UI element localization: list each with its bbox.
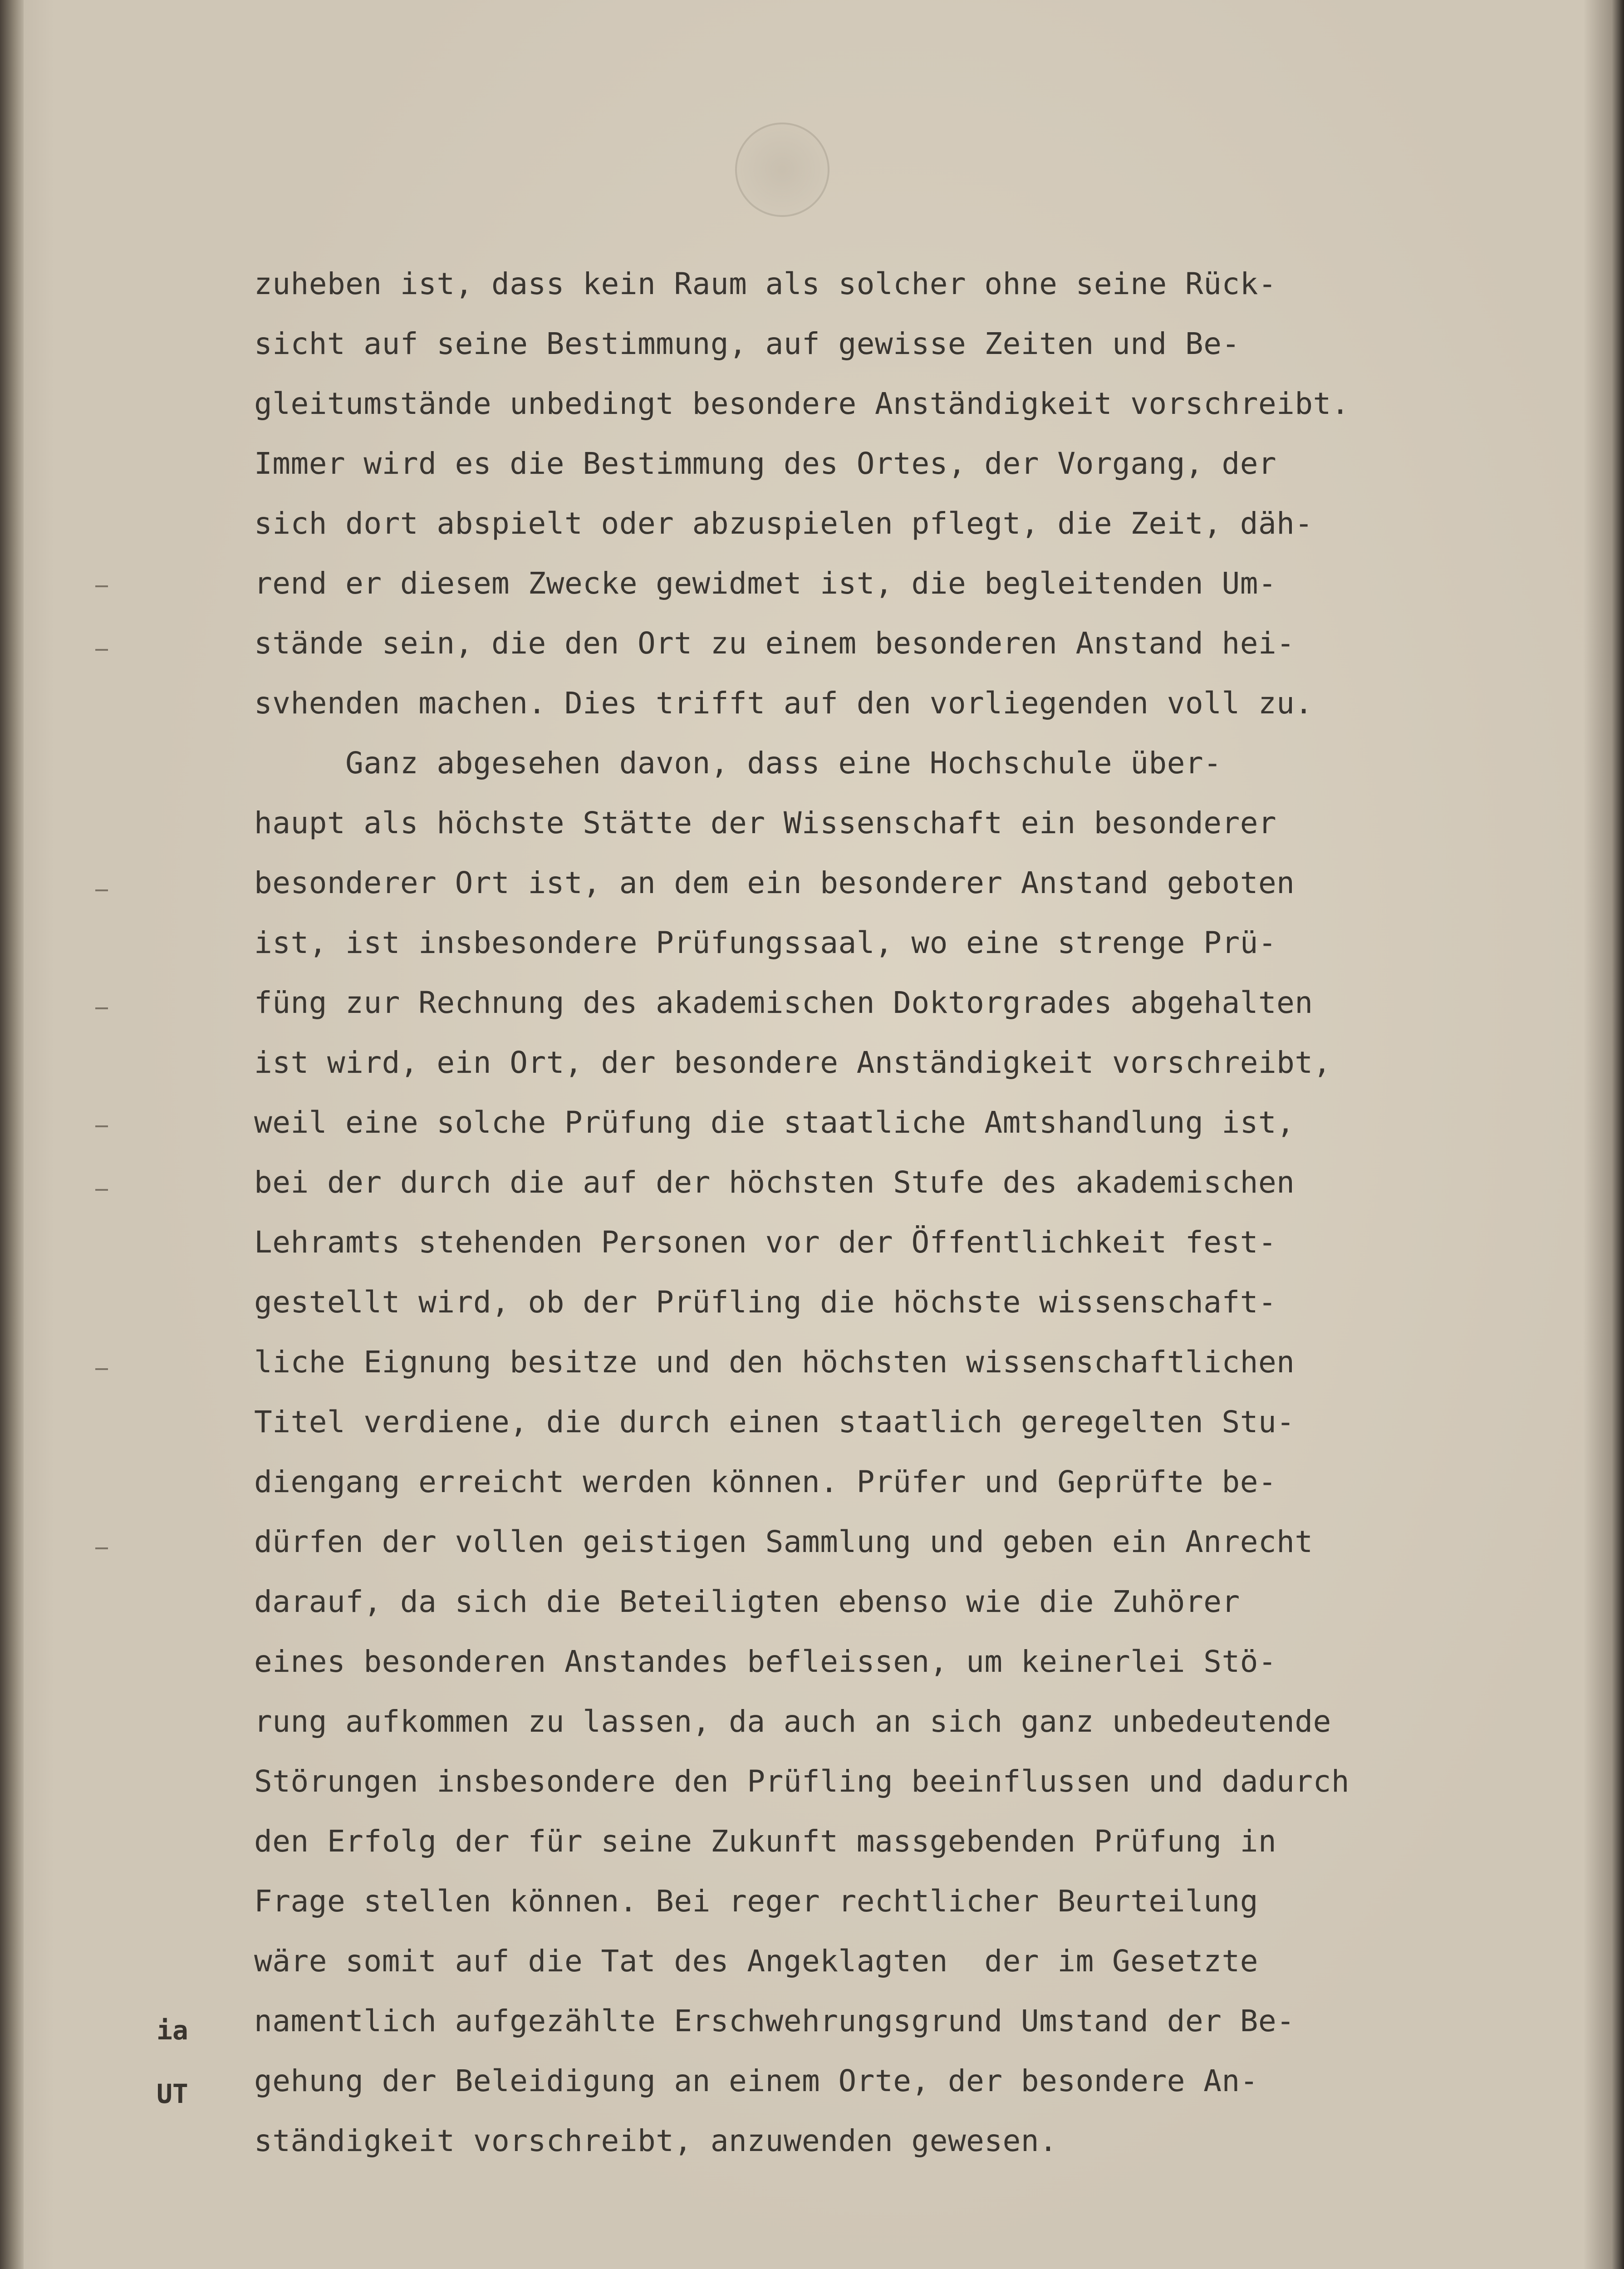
left-margin-marks [68,0,188,2269]
text-line: füng zur Rechnung des akademischen Doktorgrades abgehalten [254,985,1313,1020]
margin-tick [95,889,108,891]
text-line: darauf, da sich die Beteiligten ebenso wie die Zuhörer [254,1584,1240,1619]
text-line: eines besonderen Anstandes befleissen, um keinerlei Stö- [254,1644,1277,1679]
text-line: wäre somit auf die Tat des Angeklagten der im Gesetzte [254,1944,1258,1979]
text-line: besonderer Ort ist, an dem ein besonderer Anstand geboten [254,865,1295,900]
text-line: gestellt wird, ob der Prüfling die höchste wissenschaft- [254,1285,1277,1320]
text-line: sich dort abspielt oder abzuspielen pflegt, die Zeit, däh- [254,506,1313,541]
text-line: svhenden machen. Dies trifft auf den vorliegenden voll zu. [254,686,1313,721]
text-line: Lehramts stehenden Personen vor der Öffentlichkeit fest- [254,1225,1277,1260]
binding-spine [0,0,24,2269]
text-line: Störungen insbesondere den Prüfling beeinflussen und dadurch [254,1764,1350,1799]
text-line: diengang erreicht werden können. Prüfer und Geprüfte be- [254,1464,1277,1499]
text-line: haupt als höchste Stätte der Wissenschaft ein besonderer [254,805,1277,840]
text-line: zuheben ist, dass kein Raum als solcher ohne seine Rück- [254,266,1277,301]
margin-tick [95,1189,108,1191]
page-edge-shadow [1583,0,1624,2269]
margin-tick [95,1368,108,1370]
text-line: Frage stellen können. Bei reger rechtlicher Beurteilung [254,1884,1258,1919]
text-line: weil eine solche Prüfung die staatliche Amtshandlung ist, [254,1105,1295,1140]
text-line: rend er diesem Zwecke gewidmet ist, die begleitenden Um- [254,566,1277,601]
text-line: ist, ist insbesondere Prüfungssaal, wo eine strenge Prü- [254,925,1277,960]
margin-tick [95,1547,108,1549]
text-line: Immer wird es die Bestimmung des Ortes, der Vorgang, der [254,446,1277,481]
text-line: gehung der Beleidigung an einem Orte, der besondere An- [254,2063,1258,2098]
margin-tick [95,585,108,587]
text-line: liche Eignung besitze und den höchsten wissenschaftlichen [254,1345,1295,1380]
text-line: namentlich aufgezählte Erschwehrungsgrund Umstand der Be- [254,2004,1295,2038]
text-line: dürfen der vollen geistigen Sammlung und geben ein Anrecht [254,1524,1313,1559]
text-line: Titel verdiene, die durch einen staatlich geregelten Stu- [254,1405,1295,1439]
faded-stamp [735,123,829,217]
text-line: den Erfolg der für seine Zukunft massgebenden Prüfung in [254,1824,1277,1859]
text-line: ständigkeit vorschreibt, anzuwenden gewesen. [254,2123,1058,2158]
margin-tick [95,649,108,651]
text-line: stände sein, die den Ort zu einem besonderen Anstand hei- [254,626,1295,661]
text-line: rung aufkommen zu lassen, da auch an sich ganz unbedeutende [254,1704,1331,1739]
text-line: bei der durch die auf der höchsten Stufe des akademischen [254,1165,1295,1200]
margin-tick [95,1007,108,1009]
margin-note: ia [157,2015,188,2046]
typewritten-text [254,254,1525,2171]
text-line: sicht auf seine Bestimmung, auf gewisse Zeiten und Be- [254,326,1240,361]
margin-tick [95,1125,108,1127]
text-line: gleitumstände unbedingt besondere Anständigkeit vorschreibt. [254,386,1350,421]
text-line: Ganz abgesehen davon, dass eine Hochschule über- [254,746,1222,781]
margin-note: UT [157,2078,188,2109]
text-line: ist wird, ein Ort, der besondere Anständigkeit vorschreibt, [254,1045,1331,1080]
